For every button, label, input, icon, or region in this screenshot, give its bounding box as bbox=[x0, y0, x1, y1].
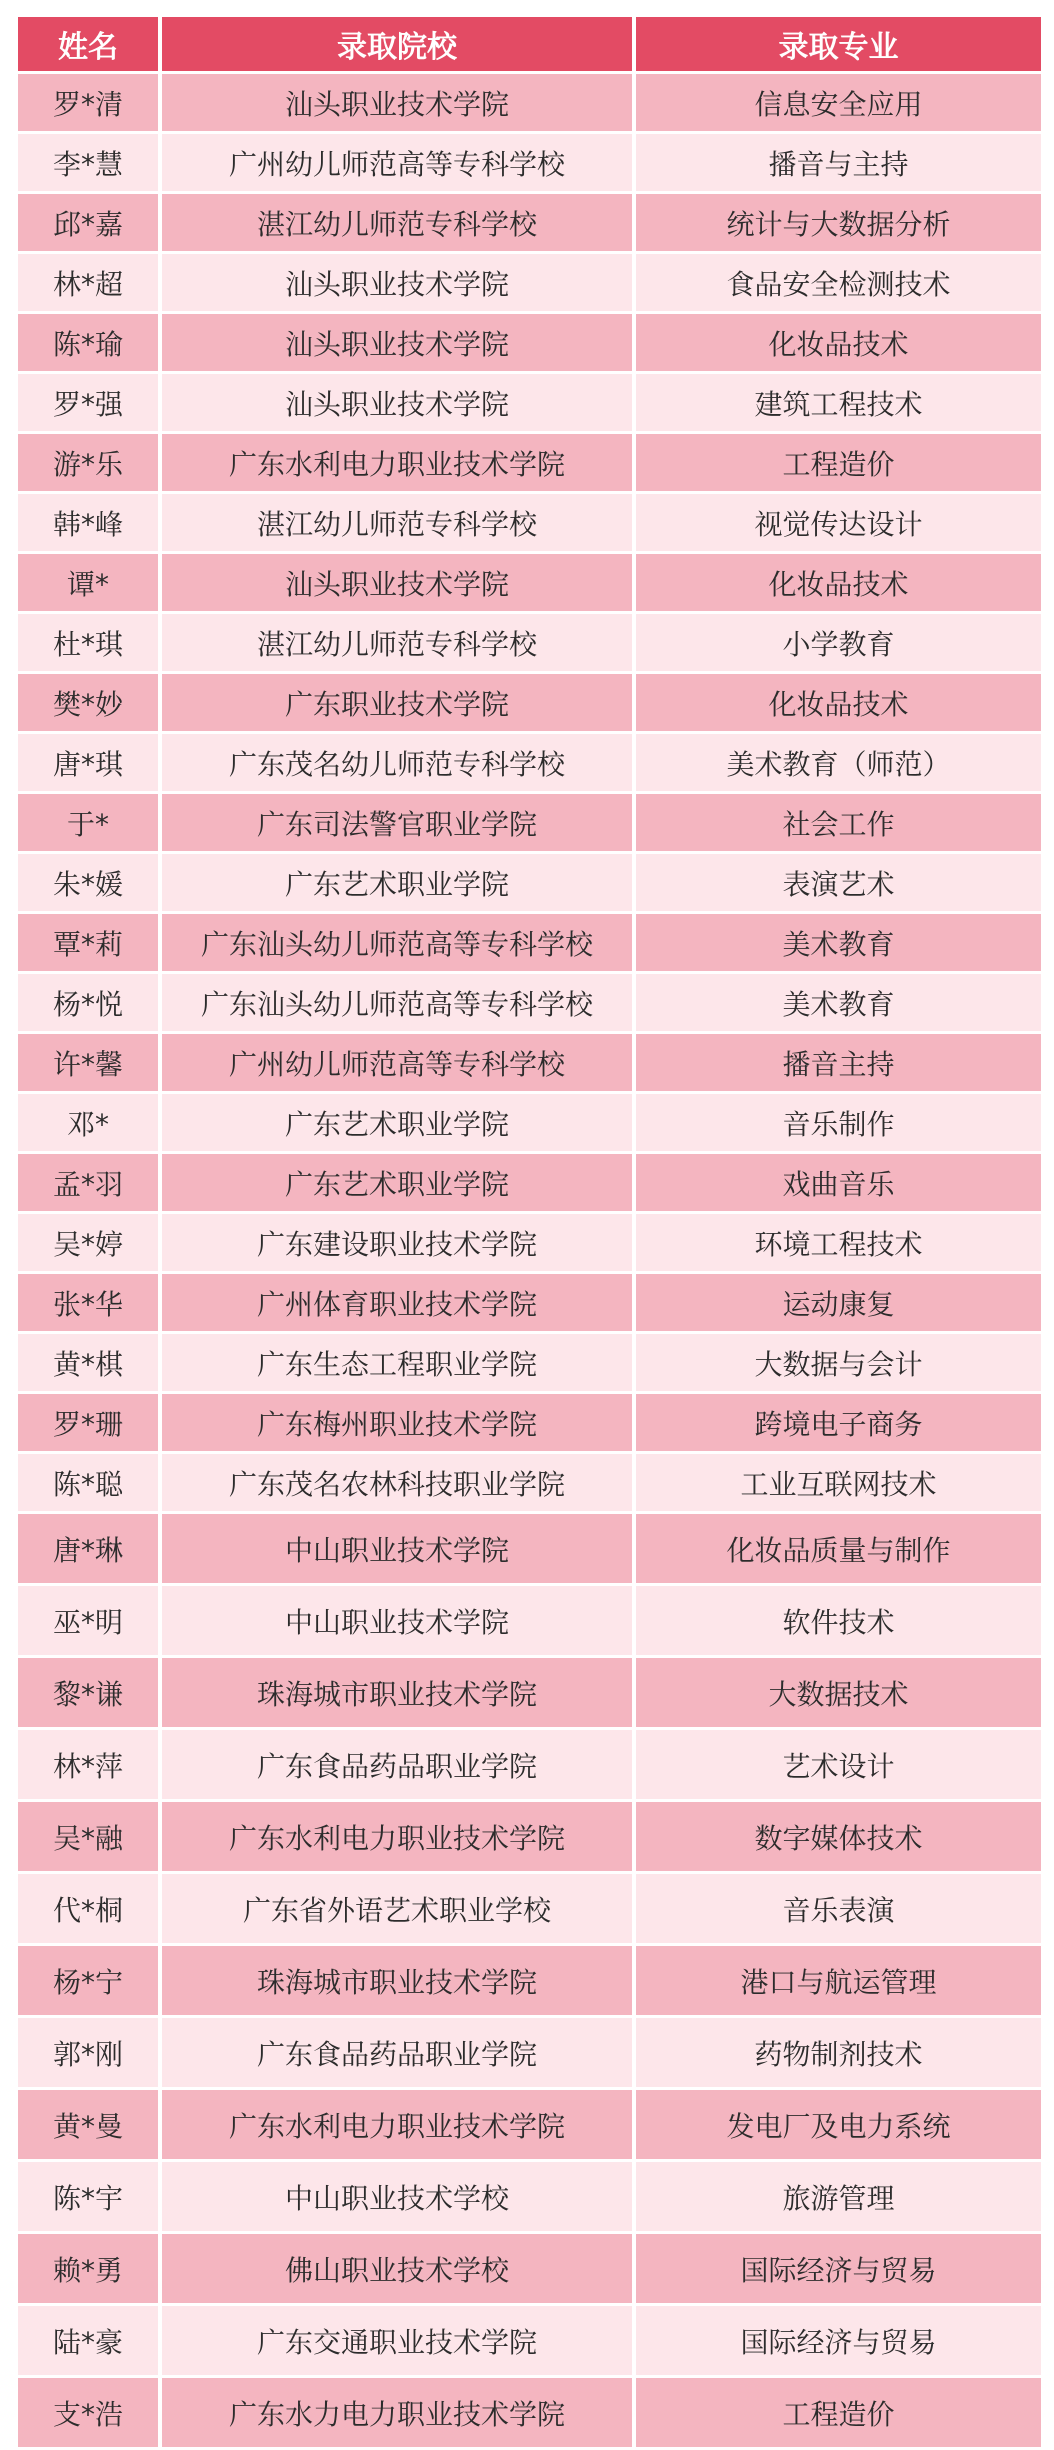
cell-student-name: 陈*宇 bbox=[18, 2162, 158, 2231]
cell-student-name: 罗*珊 bbox=[18, 1394, 158, 1451]
cell-major: 美术教育 bbox=[636, 974, 1041, 1031]
cell-school: 广东食品药品职业学院 bbox=[162, 2018, 632, 2087]
cell-student-name: 许*馨 bbox=[18, 1034, 158, 1091]
cell-school: 广东省外语艺术职业学校 bbox=[162, 1874, 632, 1943]
cell-school: 汕头职业技术学院 bbox=[162, 254, 632, 311]
cell-school: 汕头职业技术学院 bbox=[162, 74, 632, 131]
cell-major: 工程造价 bbox=[636, 2378, 1041, 2447]
cell-school: 广东生态工程职业学院 bbox=[162, 1334, 632, 1391]
table-row bbox=[18, 2306, 1041, 2375]
cell-school: 汕头职业技术学院 bbox=[162, 554, 632, 611]
cell-school: 广东水利电力职业技术学院 bbox=[162, 1802, 632, 1871]
cell-major: 数字媒体技术 bbox=[636, 1802, 1041, 1871]
table-body bbox=[18, 74, 1041, 2447]
table-row bbox=[18, 2234, 1041, 2303]
cell-student-name: 邓* bbox=[18, 1094, 158, 1151]
table-row bbox=[18, 1334, 1041, 1391]
cell-school: 湛江幼儿师范专科学校 bbox=[162, 194, 632, 251]
cell-school: 广东职业技术学院 bbox=[162, 674, 632, 731]
cell-school: 广东司法警官职业学院 bbox=[162, 794, 632, 851]
cell-student-name: 韩*峰 bbox=[18, 494, 158, 551]
table-row bbox=[18, 554, 1041, 611]
cell-student-name: 吴*融 bbox=[18, 1802, 158, 1871]
cell-school: 广东茂名幼儿师范专科学校 bbox=[162, 734, 632, 791]
cell-student-name: 孟*羽 bbox=[18, 1154, 158, 1211]
cell-major: 软件技术 bbox=[636, 1586, 1041, 1655]
table-row bbox=[18, 734, 1041, 791]
cell-school: 广东水力电力职业技术学院 bbox=[162, 2378, 632, 2447]
cell-student-name: 陆*豪 bbox=[18, 2306, 158, 2375]
table-row bbox=[18, 1274, 1041, 1331]
cell-school: 广东汕头幼儿师范高等专科学校 bbox=[162, 974, 632, 1031]
cell-student-name: 林*超 bbox=[18, 254, 158, 311]
cell-major: 信息安全应用 bbox=[636, 74, 1041, 131]
table-row bbox=[18, 434, 1041, 491]
cell-major: 美术教育 bbox=[636, 914, 1041, 971]
header-major: 录取专业 bbox=[636, 17, 1041, 71]
cell-school: 广东水利电力职业技术学院 bbox=[162, 434, 632, 491]
table-row bbox=[18, 1514, 1041, 1583]
table-row bbox=[18, 1946, 1041, 2015]
table-row bbox=[18, 614, 1041, 671]
cell-school: 中山职业技术学校 bbox=[162, 2162, 632, 2231]
cell-school: 广东建设职业技术学院 bbox=[162, 1214, 632, 1271]
table-row bbox=[18, 914, 1041, 971]
table-row bbox=[18, 1154, 1041, 1211]
cell-major: 运动康复 bbox=[636, 1274, 1041, 1331]
cell-major: 戏曲音乐 bbox=[636, 1154, 1041, 1211]
cell-major: 工业互联网技术 bbox=[636, 1454, 1041, 1511]
cell-school: 汕头职业技术学院 bbox=[162, 374, 632, 431]
cell-student-name: 陈*瑜 bbox=[18, 314, 158, 371]
cell-student-name: 代*桐 bbox=[18, 1874, 158, 1943]
cell-student-name: 张*华 bbox=[18, 1274, 158, 1331]
cell-student-name: 杨*悦 bbox=[18, 974, 158, 1031]
cell-student-name: 李*慧 bbox=[18, 134, 158, 191]
cell-major: 播音与主持 bbox=[636, 134, 1041, 191]
table-row bbox=[18, 1874, 1041, 1943]
cell-major: 化妆品技术 bbox=[636, 314, 1041, 371]
cell-student-name: 罗*强 bbox=[18, 374, 158, 431]
cell-student-name: 邱*嘉 bbox=[18, 194, 158, 251]
cell-major: 社会工作 bbox=[636, 794, 1041, 851]
table-row bbox=[18, 2162, 1041, 2231]
table-row bbox=[18, 2090, 1041, 2159]
table-row bbox=[18, 1034, 1041, 1091]
table-row bbox=[18, 314, 1041, 371]
cell-student-name: 赖*勇 bbox=[18, 2234, 158, 2303]
cell-student-name: 陈*聪 bbox=[18, 1454, 158, 1511]
cell-student-name: 覃*莉 bbox=[18, 914, 158, 971]
table-row bbox=[18, 134, 1041, 191]
cell-major: 食品安全检测技术 bbox=[636, 254, 1041, 311]
cell-student-name: 杨*宁 bbox=[18, 1946, 158, 2015]
cell-major: 国际经济与贸易 bbox=[636, 2234, 1041, 2303]
table-header-row bbox=[18, 17, 1041, 71]
cell-school: 广东交通职业技术学院 bbox=[162, 2306, 632, 2375]
cell-school: 广东梅州职业技术学院 bbox=[162, 1394, 632, 1451]
cell-major: 美术教育（师范） bbox=[636, 734, 1041, 791]
table-row bbox=[18, 1586, 1041, 1655]
cell-student-name: 杜*琪 bbox=[18, 614, 158, 671]
cell-school: 广东茂名农林科技职业学院 bbox=[162, 1454, 632, 1511]
cell-school: 广州幼儿师范高等专科学校 bbox=[162, 1034, 632, 1091]
cell-student-name: 朱*媛 bbox=[18, 854, 158, 911]
cell-major: 环境工程技术 bbox=[636, 1214, 1041, 1271]
table-row bbox=[18, 374, 1041, 431]
cell-major: 国际经济与贸易 bbox=[636, 2306, 1041, 2375]
cell-student-name: 于* bbox=[18, 794, 158, 851]
cell-student-name: 罗*清 bbox=[18, 74, 158, 131]
cell-major: 音乐制作 bbox=[636, 1094, 1041, 1151]
cell-school: 汕头职业技术学院 bbox=[162, 314, 632, 371]
header-name: 姓名 bbox=[18, 17, 158, 71]
cell-student-name: 谭* bbox=[18, 554, 158, 611]
cell-major: 视觉传达设计 bbox=[636, 494, 1041, 551]
cell-school: 湛江幼儿师范专科学校 bbox=[162, 614, 632, 671]
cell-major: 化妆品技术 bbox=[636, 554, 1041, 611]
cell-student-name: 郭*刚 bbox=[18, 2018, 158, 2087]
cell-school: 珠海城市职业技术学院 bbox=[162, 1658, 632, 1727]
cell-major: 音乐表演 bbox=[636, 1874, 1041, 1943]
table-row bbox=[18, 1214, 1041, 1271]
cell-student-name: 巫*明 bbox=[18, 1586, 158, 1655]
cell-student-name: 吴*婷 bbox=[18, 1214, 158, 1271]
cell-major: 小学教育 bbox=[636, 614, 1041, 671]
cell-school: 广东食品药品职业学院 bbox=[162, 1730, 632, 1799]
cell-major: 跨境电子商务 bbox=[636, 1394, 1041, 1451]
table-row bbox=[18, 1802, 1041, 1871]
cell-major: 播音主持 bbox=[636, 1034, 1041, 1091]
cell-school: 广州幼儿师范高等专科学校 bbox=[162, 134, 632, 191]
cell-major: 药物制剂技术 bbox=[636, 2018, 1041, 2087]
cell-school: 广东艺术职业学院 bbox=[162, 1094, 632, 1151]
cell-school: 湛江幼儿师范专科学校 bbox=[162, 494, 632, 551]
table-row bbox=[18, 974, 1041, 1031]
cell-school: 广州体育职业技术学院 bbox=[162, 1274, 632, 1331]
cell-student-name: 唐*琳 bbox=[18, 1514, 158, 1583]
table-row bbox=[18, 1394, 1041, 1451]
table-row bbox=[18, 1730, 1041, 1799]
cell-school: 广东艺术职业学院 bbox=[162, 1154, 632, 1211]
table-row bbox=[18, 1658, 1041, 1727]
cell-major: 化妆品技术 bbox=[636, 674, 1041, 731]
cell-major: 港口与航运管理 bbox=[636, 1946, 1041, 2015]
cell-student-name: 黄*棋 bbox=[18, 1334, 158, 1391]
table-row bbox=[18, 2378, 1041, 2447]
cell-student-name: 黄*曼 bbox=[18, 2090, 158, 2159]
table-row bbox=[18, 494, 1041, 551]
cell-student-name: 支*浩 bbox=[18, 2378, 158, 2447]
cell-major: 艺术设计 bbox=[636, 1730, 1041, 1799]
cell-student-name: 唐*琪 bbox=[18, 734, 158, 791]
table-row bbox=[18, 1094, 1041, 1151]
header-school: 录取院校 bbox=[162, 17, 632, 71]
cell-major: 大数据与会计 bbox=[636, 1334, 1041, 1391]
table-row bbox=[18, 854, 1041, 911]
cell-major: 化妆品质量与制作 bbox=[636, 1514, 1041, 1583]
table-row bbox=[18, 2018, 1041, 2087]
table-row bbox=[18, 1454, 1041, 1511]
cell-school: 中山职业技术学院 bbox=[162, 1586, 632, 1655]
cell-major: 大数据技术 bbox=[636, 1658, 1041, 1727]
table-row bbox=[18, 194, 1041, 251]
cell-major: 旅游管理 bbox=[636, 2162, 1041, 2231]
cell-student-name: 林*萍 bbox=[18, 1730, 158, 1799]
cell-student-name: 樊*妙 bbox=[18, 674, 158, 731]
cell-school: 广东汕头幼儿师范高等专科学校 bbox=[162, 914, 632, 971]
cell-school: 佛山职业技术学校 bbox=[162, 2234, 632, 2303]
cell-school: 广东艺术职业学院 bbox=[162, 854, 632, 911]
cell-major: 表演艺术 bbox=[636, 854, 1041, 911]
cell-student-name: 游*乐 bbox=[18, 434, 158, 491]
table-row bbox=[18, 794, 1041, 851]
table-row bbox=[18, 74, 1041, 131]
cell-major: 发电厂及电力系统 bbox=[636, 2090, 1041, 2159]
cell-school: 广东水利电力职业技术学院 bbox=[162, 2090, 632, 2159]
cell-major: 建筑工程技术 bbox=[636, 374, 1041, 431]
table-row bbox=[18, 674, 1041, 731]
cell-school: 珠海城市职业技术学院 bbox=[162, 1946, 632, 2015]
admission-table bbox=[14, 14, 1045, 2450]
cell-student-name: 黎*谦 bbox=[18, 1658, 158, 1727]
cell-school: 中山职业技术学院 bbox=[162, 1514, 632, 1583]
cell-major: 工程造价 bbox=[636, 434, 1041, 491]
table-row bbox=[18, 254, 1041, 311]
cell-major: 统计与大数据分析 bbox=[636, 194, 1041, 251]
